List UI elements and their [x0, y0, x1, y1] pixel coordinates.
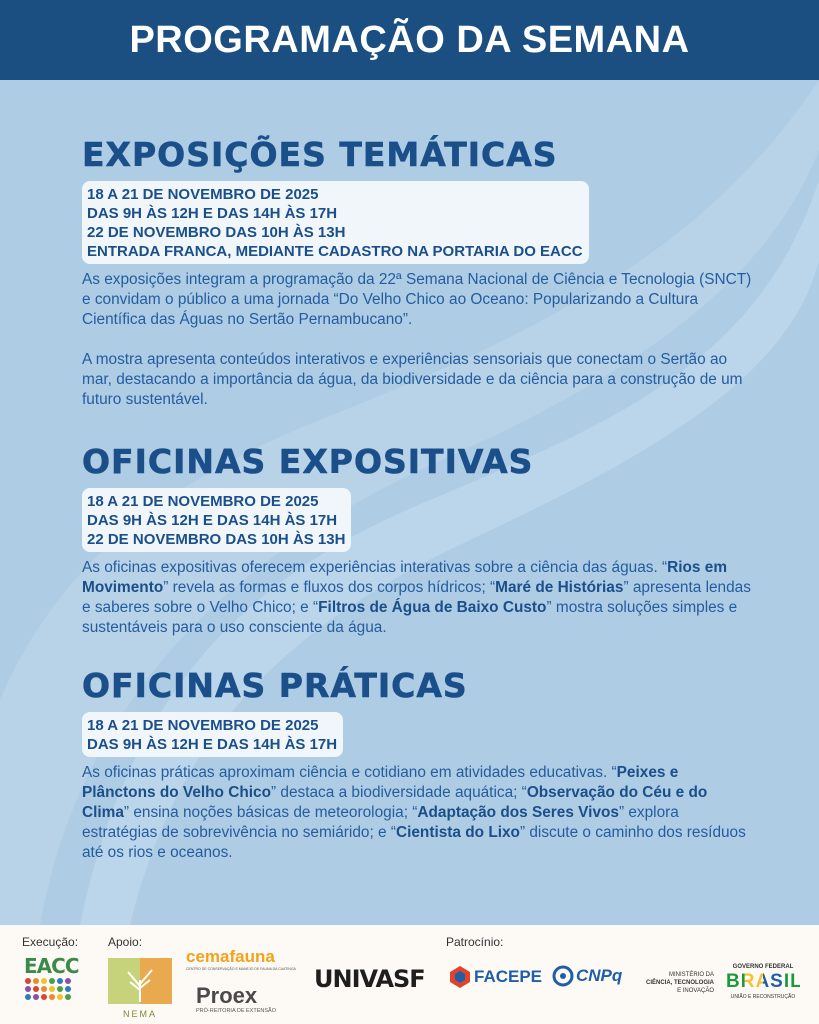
highlight: Adaptação dos Seres Vivos — [417, 804, 619, 821]
badge-line: 18 A 21 DE NOVEMBRO DE 2025 — [87, 186, 319, 203]
cnpq-emblem-icon — [552, 965, 574, 987]
execucao-label: Execução: — [22, 935, 79, 949]
section-title: OFICINAS PRÁTICAS — [82, 666, 468, 705]
section-exposicoes — [82, 135, 752, 410]
text-run: As oficinas práticas aproximam ciência e cotidiano em atividades educativas. “ — [82, 764, 617, 781]
highlight: Observação do Céu e do Clima — [82, 784, 708, 821]
cemafauna-logo-text: cemafauna — [186, 947, 275, 966]
ministerio-line2: CIÊNCIA, TECNOLOGIA — [645, 980, 714, 986]
text-run: ” ensina noções básicas de meteorologia; “ — [123, 804, 418, 821]
paragraph: As exposições integram a programação da 22ª Semana Nacional de Ciência e Tecnologia (SNCT) e convidam o público a uma jornada “Do Velho Chico ao Oceano: Popularizando a Cultura Científica das Águas no Sertão Pernambucano”. — [82, 271, 752, 328]
badge-line: DAS 9H ÀS 12H E DAS 14H ÀS 17H — [87, 205, 338, 222]
ministerio-logo — [644, 971, 714, 995]
section-title: OFICINAS EXPOSITIVAS — [82, 442, 534, 481]
text-run: ” discute o caminho dos resíduos até os rios e oceanos. — [82, 824, 746, 861]
section-oficinas-expositivas — [82, 442, 752, 638]
facepe-logo-text: FACEPE — [474, 967, 543, 986]
proex-logo — [196, 985, 296, 1015]
nema-logo — [108, 958, 172, 1018]
cnpq-logo — [552, 965, 622, 987]
apoio-label: Apoio: — [108, 935, 143, 949]
uniao-reconstrucao-text: UNIÃO E RECONSTRUÇÃO — [730, 994, 796, 1000]
brasil-logo-text: BRASIL — [726, 971, 803, 992]
schedule-badge — [82, 488, 351, 552]
ministerio-line3: E INOVAÇÃO — [677, 988, 714, 994]
badge-line: 22 DE NOVEMBRO DAS 10H ÀS 13H — [87, 531, 346, 548]
facepe-emblem-icon — [448, 965, 472, 989]
tree-icon — [108, 958, 172, 1004]
text-run: ” destaca a biodiversidade aquática; “ — [271, 784, 527, 801]
badge-line: ENTRADA FRANCA, MEDIANTE CADASTRO NA PORTARIA DO EACC — [87, 243, 583, 260]
highlight: Filtros de Água de Baixo Custo — [318, 599, 547, 616]
univasf-logo — [314, 965, 425, 993]
schedule-badge — [82, 181, 589, 264]
cnpq-logo-text: CNPq — [576, 966, 623, 985]
text-run: ” explora estratégias de sobrevivência no semiárido; e “ — [82, 804, 679, 841]
highlight: Maré de Histórias — [495, 579, 624, 596]
main-content — [0, 80, 819, 925]
badge-line: 22 DE NOVEMBRO DAS 10H ÀS 13H — [87, 224, 346, 241]
badge-line: DAS 9H ÀS 12H E DAS 14H ÀS 17H — [87, 736, 338, 753]
patrocinio-label: Patrocínio: — [446, 935, 504, 949]
text-run: As oficinas expositivas oferecem experiências interativas sobre a ciência das águas. “ — [82, 559, 668, 576]
page-title: PROGRAMAÇÃO DA SEMANA — [129, 18, 690, 61]
proex-logo-text: Proex — [196, 983, 258, 1008]
cemafauna-subtitle: CENTRO DE CONSERVAÇÃO E MANEJO DE FAUNA DA CAATINGA — [186, 967, 296, 971]
univasf-logo-text: UNIVASF — [314, 965, 425, 993]
eacc-logo-text: EACC — [24, 954, 79, 978]
section-description — [82, 558, 752, 638]
highlight: Peixes e Plânctons do Velho Chico — [82, 764, 679, 801]
text-run: ” revela as formas e fluxos dos corpos hídricos; “ — [163, 579, 496, 596]
paragraph: A mostra apresenta conteúdos interativos e experiências sensoriais que conectam o Sertão ao mar, destacando a importância da água, da biodiversidade e da ciência para a construção de um futuro sustentável. — [82, 351, 743, 408]
facepe-logo — [448, 965, 542, 989]
schedule-badge — [82, 712, 343, 757]
highlight: Rios em Movimento — [82, 559, 728, 596]
section-title: EXPOSIÇÕES TEMÁTICAS — [82, 135, 558, 174]
governo-federal-text: GOVERNO FEDERAL — [732, 964, 794, 970]
nema-logo-text: NEMA — [122, 1009, 157, 1019]
governo-federal-logo — [726, 963, 803, 1001]
badge-line: 18 A 21 DE NOVEMBRO DE 2025 — [87, 717, 319, 734]
paragraph — [82, 558, 752, 638]
ministerio-line1: MINISTÉRIO DA — [668, 972, 714, 978]
section-description — [82, 270, 752, 410]
badge-line: 18 A 21 DE NOVEMBRO DE 2025 — [87, 493, 319, 510]
text-run: ” mostra soluções simples e sustentáveis para o uso consciente da água. — [82, 599, 738, 636]
proex-subtitle: PRÓ-REITORIA DE EXTENSÃO — [196, 1008, 276, 1014]
eacc-logo — [24, 954, 79, 1009]
cemafauna-logo — [186, 947, 304, 972]
eacc-dots-icon — [24, 977, 72, 1005]
section-description — [82, 763, 752, 863]
highlight: Cientista do Lixo — [395, 824, 520, 841]
paragraph — [82, 763, 752, 863]
section-oficinas-praticas — [82, 666, 752, 863]
badge-line: DAS 9H ÀS 12H E DAS 14H ÀS 17H — [87, 512, 338, 529]
footer-sponsors — [0, 925, 819, 1024]
text-run: ” apresenta lendas e saberes sobre o Velho Chico; e “ — [82, 579, 751, 616]
header-banner — [0, 0, 819, 80]
